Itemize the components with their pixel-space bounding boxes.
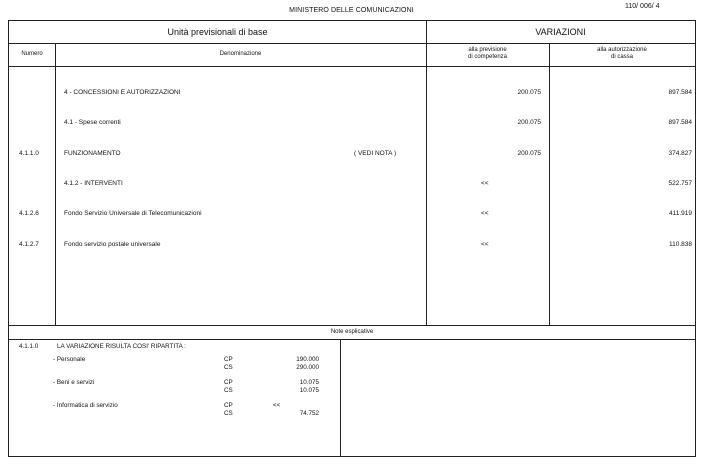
divider-numero — [55, 43, 56, 325]
note-cs-label: CS — [224, 364, 233, 371]
note-item-label: - Personale — [53, 356, 86, 363]
note-cp-label: CP — [224, 379, 233, 386]
divider-cassa — [549, 43, 550, 325]
row-numero: 4.1.2.7 — [19, 241, 39, 248]
col-cassa — [549, 47, 695, 61]
row-competenza: 200.075 — [517, 89, 541, 96]
col-competenza-line1: alla previsione — [468, 47, 507, 53]
row-denominazione: Fondo Servizio Universale di Telecomunicazioni — [64, 210, 202, 217]
page-reference: 110/ 006/ 4 — [625, 3, 660, 10]
upb-heading: Unità previsionali di base — [167, 27, 268, 37]
row-cassa: 897.584 — [668, 89, 692, 96]
note-cs-label: CS — [224, 387, 233, 394]
row-numero: 4.1.2.6 — [19, 210, 39, 217]
col-denominazione: Denominazione — [219, 51, 262, 57]
note-cs-label: CS — [224, 410, 233, 417]
note-cp-label: CP — [224, 356, 233, 363]
row-denominazione: FUNZIONAMENTO — [64, 150, 121, 157]
row-cassa: 411.919 — [668, 210, 692, 217]
note-cp-label: CP — [224, 402, 233, 409]
rule-under-notes-title — [9, 339, 695, 340]
row-numero: 4.1.1.0 — [19, 150, 39, 157]
row-denominazione: Fondo servizio postale universale — [64, 241, 161, 248]
row-denominazione: 4.1 - Spese correnti — [64, 119, 121, 126]
ministry-title: MINISTERO DELLE COMUNICAZIONI — [289, 7, 414, 14]
row-denominazione: 4.1.2 - INTERVENTI — [64, 180, 123, 187]
divider-notes — [340, 339, 341, 456]
row-competenza: << — [481, 210, 489, 217]
notes-heading: LA VARIAZIONE RISULTA COSI' RIPARTITA : — [57, 343, 186, 350]
row-competenza: 200.075 — [517, 119, 541, 126]
note-cs-value: 290.000 — [296, 364, 319, 371]
rule-above-notes — [9, 325, 695, 326]
col-competenza-line2: di competenza — [467, 54, 508, 60]
row-competenza: << — [481, 180, 489, 187]
notes-ref: 4.1.1.0 — [19, 343, 39, 350]
variazioni-heading: VARIAZIONI — [535, 27, 586, 37]
note-cp-value: 190.000 — [296, 356, 319, 363]
row-cassa: 110.838 — [668, 241, 692, 248]
col-competenza — [426, 47, 549, 61]
row-denominazione: 4 - CONCESSIONI E AUTORIZZAZIONI — [64, 89, 181, 96]
col-cassa-line2: di cassa — [610, 54, 633, 60]
row-cassa: 897.584 — [668, 119, 692, 126]
row-competenza: << — [481, 241, 489, 248]
col-numero: Numero — [21, 51, 43, 57]
col-cassa-line1: alla autorizzazione — [597, 47, 647, 53]
note-cp-value: << — [273, 402, 281, 409]
rule-under-column-heads — [9, 66, 695, 67]
note-item-label: - Informatica di servizio — [53, 402, 118, 409]
note-cp-value: 10.075 — [299, 379, 319, 386]
divider-variazioni — [426, 21, 427, 325]
row-cassa: 522.757 — [668, 180, 692, 187]
document-frame — [8, 20, 696, 457]
row-competenza: 200.075 — [517, 150, 541, 157]
row-cassa: 374.827 — [668, 150, 692, 157]
note-cs-value: 74.752 — [299, 410, 319, 417]
rule-under-section-heads — [9, 43, 695, 44]
note-item-label: - Beni e servizi — [53, 379, 95, 386]
note-cs-value: 10.075 — [299, 387, 319, 394]
notes-title: Note esplicative — [330, 329, 374, 335]
row-vedi-nota: ( VEDI NOTA ) — [354, 150, 397, 157]
